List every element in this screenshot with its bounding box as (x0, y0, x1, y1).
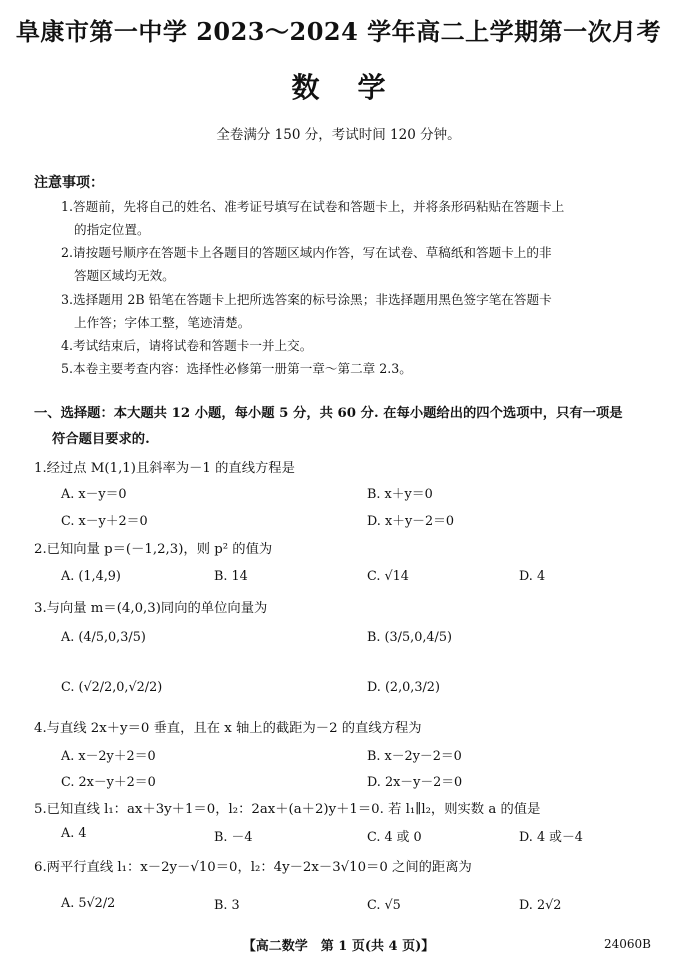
section-heading-cont: 符合题目要求的. (52, 432, 150, 447)
section-heading: 一、选择题：本大题共 12 小题，每小题 5 分，共 60 分. 在每小题给出的四个选项中，只有一项是 (34, 406, 623, 421)
notice-item: 1.答题前，先将自己的姓名、准考证号填写在试卷和答题卡上，并将条形码粘贴在答题卡上 (61, 199, 565, 214)
question-4-option-d: D. 2x－y－2＝0 (367, 775, 463, 790)
question-6-option-d: D. 2√2 (519, 898, 562, 913)
notice-item: 4.考试结束后，请将试卷和答题卡一并上交。 (61, 338, 313, 353)
notice-item: 5.本卷主要考查内容：选择性必修第一册第一章～第二章 2.3。 (61, 361, 412, 376)
question-1-option-b: B. x＋y＝0 (367, 487, 433, 502)
question-2-stem: 2.已知向量 p＝(－1,2,3)，则 p² 的值为 (34, 542, 273, 557)
notice-item: 2.请按题号顺序在答题卡上各题目的答题区域内作答，写在试卷、草稿纸和答题卡上的非 (61, 245, 552, 260)
question-4-option-b: B. x－2y－2＝0 (367, 749, 462, 764)
question-6-option-b: B. 3 (214, 898, 240, 913)
notice-item: 上作答；字体工整，笔迹清楚。 (74, 315, 251, 330)
exam-title: 阜康市第一中学 2023～2024 学年高二上学期第一次月考 (15, 17, 662, 46)
notice-title: 注意事项： (34, 175, 104, 191)
question-5-option-b: B. －4 (214, 830, 253, 845)
question-6-option-c: C. √5 (367, 898, 401, 913)
question-1-option-a: A. x－y＝0 (61, 487, 127, 502)
question-5-stem: 5.已知直线 l₁：ax＋3y＋1＝0，l₂：2ax＋(a＋2)y＋1＝0. 若 l₁∥l₂，则实数 a 的值是 (34, 802, 541, 817)
question-2-option-a: A. (1,4,9) (61, 569, 121, 584)
notice-item: 的指定位置。 (74, 222, 150, 237)
question-5-option-a: A. 4 (61, 826, 87, 841)
question-5-option-c: C. 4 或 0 (367, 830, 422, 845)
exam-info: 全卷满分 150 分，考试时间 120 分钟。 (216, 127, 461, 143)
question-6-option-a: A. 5√2/2 (61, 896, 116, 911)
notice-item: 答题区域均无效。 (74, 268, 175, 283)
question-5-option-d: D. 4 或－4 (519, 830, 583, 845)
notice-item: 3.选择题用 2B 铅笔在答题卡上把所选答案的标号涂黑；非选择题用黑色签字笔在答题卡 (61, 292, 552, 307)
question-6-stem: 6.两平行直线 l₁：x－2y－√10＝0，l₂：4y－2x－3√10＝0 之间的距离为 (34, 860, 472, 875)
question-3-option-d: D. (2,0,3/2) (367, 680, 440, 695)
page-footer: 【高二数学 第 1 页(共 4 页)】 (242, 939, 435, 954)
question-4-option-a: A. x－2y＋2＝0 (61, 749, 156, 764)
paper-code: 24060B (604, 937, 651, 951)
question-3-option-a: A. (4/5,0,3/5) (61, 630, 146, 645)
question-4-option-c: C. 2x－y＋2＝0 (61, 775, 156, 790)
question-3-option-b: B. (3/5,0,4/5) (367, 630, 452, 645)
question-2-option-d: D. 4 (519, 569, 546, 584)
question-3-option-c: C. (√2/2,0,√2/2) (61, 680, 163, 695)
question-2-option-b: B. 14 (214, 569, 248, 584)
question-4-stem: 4.与直线 2x＋y＝0 垂直，且在 x 轴上的截距为－2 的直线方程为 (34, 721, 422, 736)
question-1-option-d: D. x＋y－2＝0 (367, 514, 455, 529)
question-2-option-c: C. √14 (367, 569, 409, 584)
subject-title: 数学 (291, 71, 424, 104)
question-3-stem: 3.与向量 m＝(4,0,3)同向的单位向量为 (34, 601, 268, 616)
question-1-option-c: C. x－y＋2＝0 (61, 514, 148, 529)
question-1-stem: 1.经过点 M(1,1)且斜率为－1 的直线方程是 (34, 461, 295, 476)
